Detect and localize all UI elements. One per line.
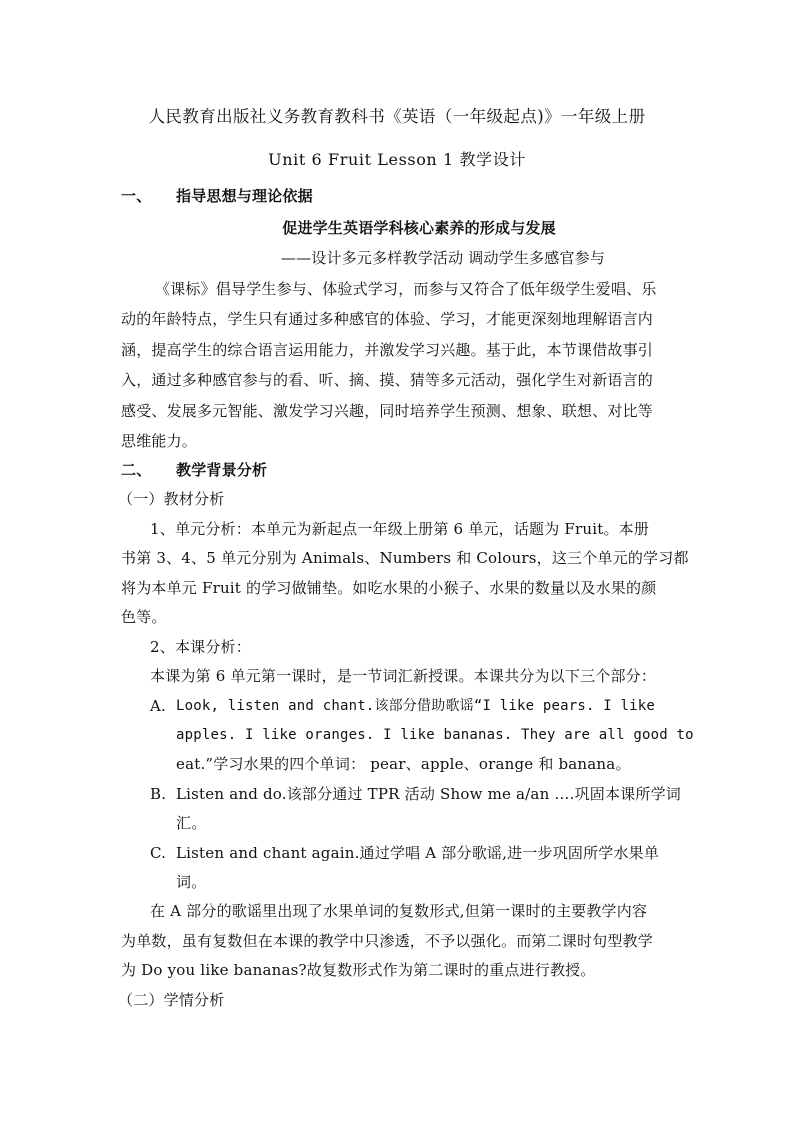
section1-center-subtitle: ——设计多元多样教学活动 调动学生多感官参与 <box>280 249 606 267</box>
section2-number: 二、 <box>121 461 152 479</box>
list-item-b-line: 汇。 <box>176 814 207 832</box>
section1-paragraph-line: 《课标》倡导学生参与、体验式学习，而参与又符合了低年级学生爱唱、乐 <box>155 280 657 298</box>
section2-item2-title: 2、本课分析： <box>150 638 251 656</box>
section1-paragraph-line: 感受、发展多元智能、激发学习兴趣，同时培养学生预测、想象、联想、对比等 <box>121 402 654 420</box>
section1-paragraph-line: 动的年龄特点，学生只有通过多种感官的体验、学习，才能更深刻地理解语言内 <box>121 310 654 328</box>
section1-paragraph-line: 入，通过多种感官参与的看、听、摘、摸、猜等多元活动，强化学生对新语言的 <box>121 371 654 389</box>
list-item-a-line: apples. I like oranges. I like bananas. They are all good to <box>176 727 694 743</box>
section1-title: 指导思想与理论依据 <box>176 187 313 205</box>
section2-note-line: 为 Do you like bananas?故复数形式作为第二课时的重点进行教授。 <box>121 961 596 979</box>
section2-item1-line: 1、单元分析：本单元为新起点一年级上册第 6 单元，话题为 Fruit。本册 <box>150 520 650 538</box>
document-subtitle: Unit 6 Fruit Lesson 1 教学设计 <box>268 150 526 169</box>
section2-item1-line: 将为本单元 Fruit 的学习做铺垫。如吃水果的小猴子、水果的数量以及水果的颜 <box>121 579 657 597</box>
list-item-c-line: 词。 <box>176 873 207 891</box>
list-marker-a: A. <box>150 697 167 715</box>
section2-title: 教学背景分析 <box>176 461 268 479</box>
section1-center-title: 促进学生英语学科核心素养的形成与发展 <box>282 219 556 237</box>
section1-paragraph-line: 涵，提高学生的综合语言运用能力，并激发学习兴趣。基于此，本节课借故事引 <box>121 341 654 359</box>
list-item-a-line: Look, listen and chant.该部分借助歌谣“I like pears. I like <box>176 698 656 714</box>
list-item-a-line: eat.”学习水果的四个单词： pear、apple、orange 和 banana。 <box>176 755 631 773</box>
list-marker-c: C. <box>150 844 167 862</box>
list-item-c-line: Listen and chant again.通过学唱 A 部分歌谣,进一步巩固所学水果单 <box>176 844 660 862</box>
document-title: 人民教育出版社义务教育教科书《英语（一年级起点)》一年级上册 <box>148 107 646 126</box>
section2-item1-line: 书第 3、4、5 单元分别为 Animals、Numbers 和 Colours，这三个单元的学习都 <box>121 549 689 567</box>
section1-number: 一、 <box>121 187 152 205</box>
section2-item1-line: 色等。 <box>121 608 167 626</box>
section2-sub2-heading: （二）学情分析 <box>118 991 225 1009</box>
list-marker-b: B. <box>150 785 167 803</box>
section2-note-line: 在 A 部分的歌谣里出现了水果单词的复数形式,但第一课时的主要教学内容 <box>150 902 648 920</box>
section2-note-line: 为单数，虽有复数但在本课的教学中只渗透，不予以强化。而第二课时句型教学 <box>121 932 654 950</box>
section2-item2-intro: 本课为第 6 单元第一课时，是一节词汇新授课。本课共分为以下三个部分： <box>150 667 657 685</box>
section2-sub1-heading: （一）教材分析 <box>118 490 225 508</box>
section1-paragraph-line: 思维能力。 <box>121 432 198 450</box>
list-item-b-line: Listen and do.该部分通过 TPR 活动 Show me a/an ….巩固本课所学词 <box>176 785 681 803</box>
